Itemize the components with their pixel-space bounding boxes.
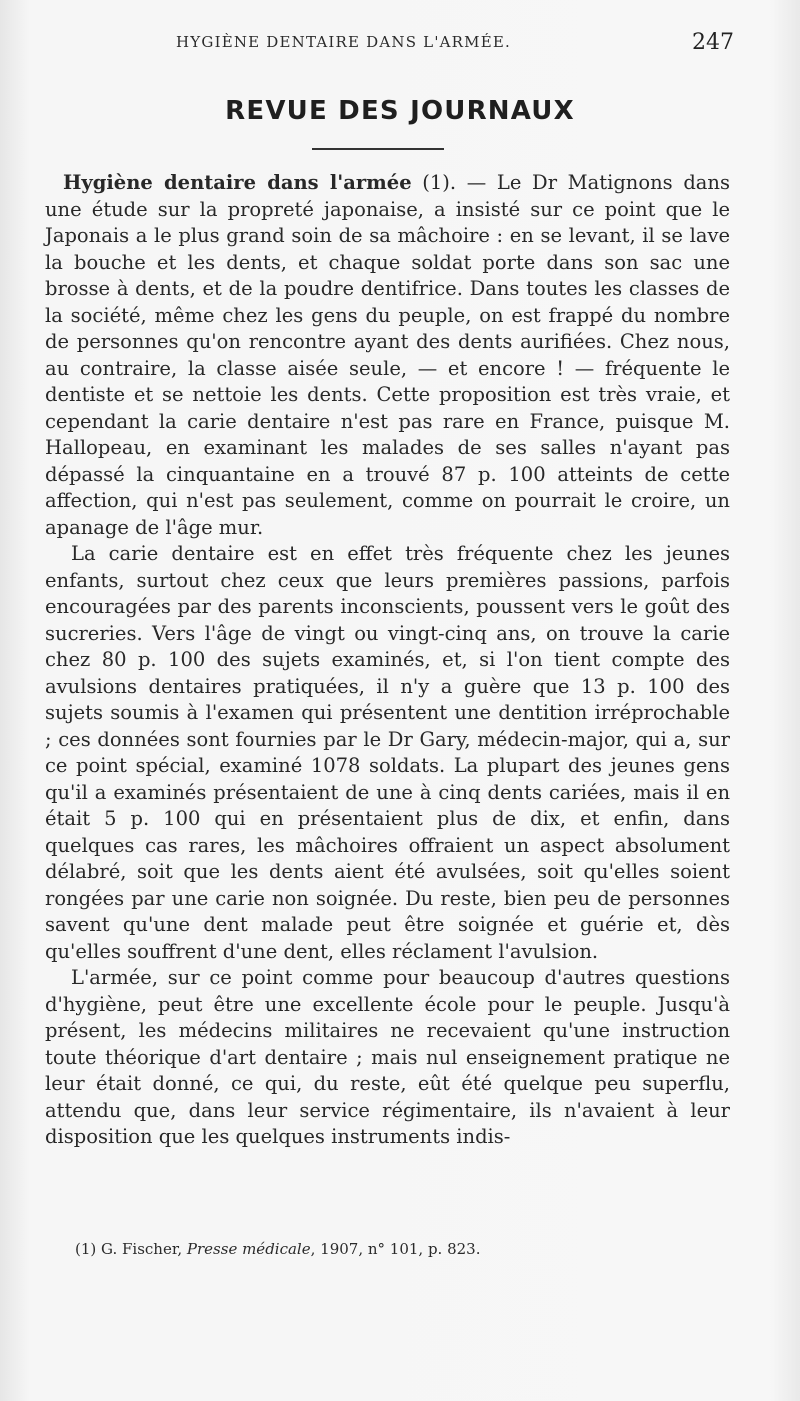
article-body bbox=[45, 170, 730, 1151]
section-title: REVUE DES JOURNAUX bbox=[225, 96, 575, 126]
running-head: HYGIÈNE DENTAIRE DANS L'ARMÉE. bbox=[176, 33, 512, 51]
title-rule bbox=[312, 148, 444, 150]
paragraph-1-text: — Le Dr Matignons dans une étude sur la propreté japonaise, a insisté sur ce point que le Japonais a le plus grand soin de sa mâchoire : en se levant, il se lave la bouche et les dents, et chaque soldat porte dans son sac une brosse à dents, et de la poudre dentifrice. Dans toutes les classes de la société, même chez les gens du peuple, on est frappé du nombre de personnes qu'on rencontre ayant des dents aurifiées. Chez nous, au contraire, la classe aisée seule, — et encore ! — fréquente le dentiste et se nettoie les dents. Cette proposition est très vraie, et cependant la carie dentaire n'est pas rare en France, puisque M. Hallopeau, en examinant les malades de ses salles n'ayant pas dépassé la cinquantaine en a trouvé 87 p. 100 atteints de cette affection, qui n'est pas seulement, comme on pourrait le croire, un apanage de l'âge mur. bbox=[45, 171, 730, 539]
paragraph-1 bbox=[45, 170, 730, 541]
footnote-prefix: (1) G. Fischer, bbox=[75, 1240, 187, 1258]
article-title: Hygiène dentaire dans l'armée bbox=[63, 171, 412, 194]
paragraph-2: La carie dentaire est en effet très fréquente chez les jeunes enfants, surtout chez ceux que leurs premières passions, parfois encouragées par des parents inconscients, poussent vers le goût des sucreries. Vers l'âge de vingt ou vingt-cinq ans, on trouve la carie chez 80 p. 100 des sujets examinés, et, si l'on tient compte des avulsions dentaires pratiquées, il n'y a guère que 13 p. 100 des sujets soumis à l'examen qui présentent une dentition irréprochable ; ces données sont fournies par le Dr Gary, médecin-major, qui a, sur ce point spécial, examiné 1078 soldats. La plupart des jeunes gens qu'il a examinés présentaient de une à cinq dents cariées, mais il en était 5 p. 100 qui en présentaient plus de dix, et enfin, dans quelques cas rares, les mâchoires offraient un aspect absolument délabré, soit que les dents aient été avulsées, soit qu'elles soient rongées par une carie non soignée. Du reste, bien peu de personnes savent qu'une dent malade peut être soignée et guérie et, dès qu'elles souffrent d'une dent, elles réclament l'avulsion. bbox=[45, 542, 730, 963]
footnote bbox=[75, 1240, 725, 1258]
footnote-suffix: , 1907, n° 101, p. 823. bbox=[310, 1240, 481, 1258]
page-number: 247 bbox=[692, 30, 734, 55]
footnote-journal: Presse médicale bbox=[186, 1240, 311, 1258]
paragraph-3: L'armée, sur ce point comme pour beaucoup d'autres questions d'hygiène, peut être une excellente école pour le peuple. Jusqu'à présent, les médecins militaires ne recevaient qu'une instruction toute théorique d'art dentaire ; mais nul enseignement pratique ne leur était donné, ce qui, du reste, eût été quelque peu superflu, attendu que, dans leur service régimentaire, ils n'avaient à leur disposition que les quelques instruments indis- bbox=[45, 966, 730, 1148]
page-header bbox=[48, 30, 734, 60]
footnote-reference: (1). bbox=[411, 171, 457, 194]
